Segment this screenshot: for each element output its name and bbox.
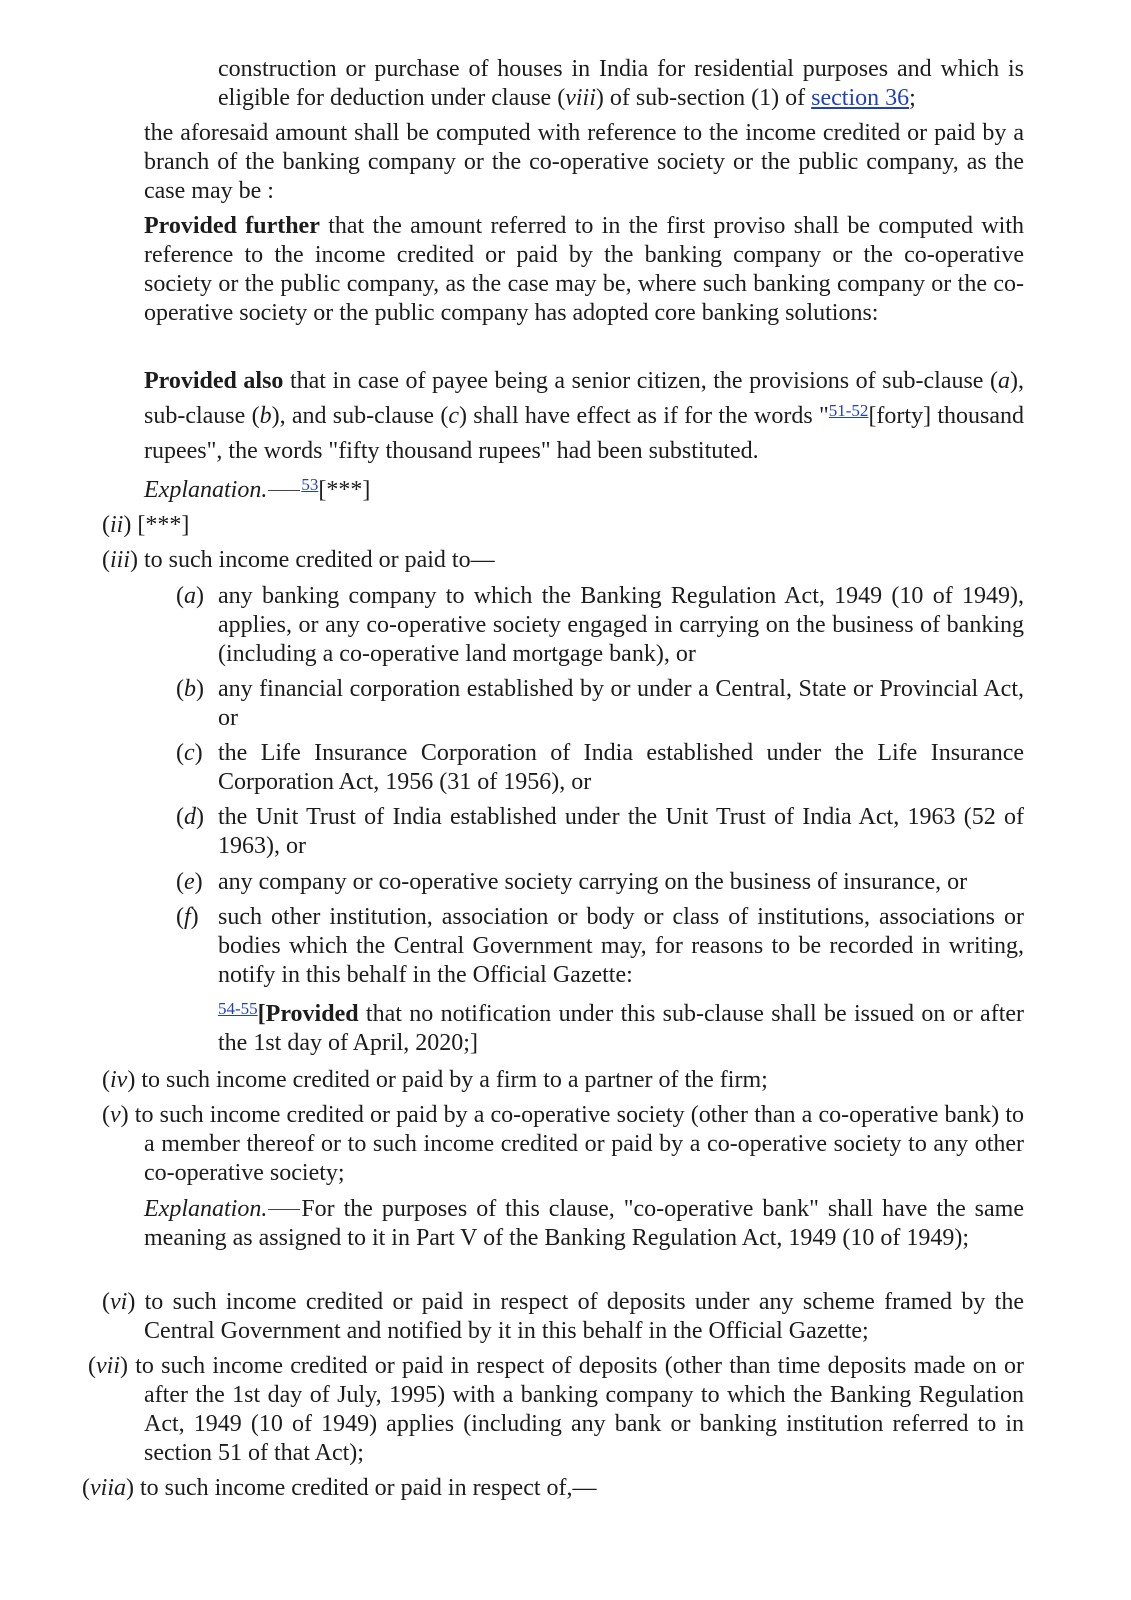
subclause-e: (e) any company or co-operative society carrying on the business of insurance, or: [176, 869, 968, 895]
subclause-d: (d) the Unit Trust of India established under the Unit Trust of India Act, 1963 (52 of 1963), or: [176, 804, 1024, 859]
clause-vi: (vi) to such income credited or paid in respect of deposits under any scheme framed by the Central Government and notified by it in this behalf in the Official Gazette;: [102, 1289, 1024, 1344]
subclause-b: (b) any financial corporation established by or under a Central, State or Provincial Act, or: [176, 676, 1024, 731]
proviso-also: Provided also that in case of payee being a senior citizen, the provisions of sub-clause (a), sub-clause (b), and sub-clause (c) shall have effect as if for the words "$^{51-52}$[forty] thousand rupees", the words "fifty thousand rupees" had been substituted.: [144, 368, 1025, 464]
subclause-label: (e): [176, 869, 203, 895]
footnote-51-52-link[interactable]: 51-52: [828, 401, 869, 420]
clause-ii: (ii) [***]: [102, 512, 190, 538]
clause-v-explanation: Explanation. For the purposes of this clause, "co-operative bank" shall have the same meaning as assigned to it in Part V of the Banking Regulation Act, 1949 (10 of 1949);: [144, 1196, 1024, 1251]
subclause-label: (a): [176, 583, 204, 609]
em-dash: [268, 490, 300, 491]
clause-viia: (viia) to such income credited or paid in respect of,—: [82, 1475, 597, 1501]
clause-iii: (iii) to such income credited or paid to—: [102, 547, 495, 573]
subclause-label: (d): [176, 804, 204, 830]
clause-vii: (vii) to such income credited or paid in respect of deposits (other than time deposits made on or after the 1st day of July, 1995) with a banking company to which the Banking Regulation Act, 1949 (10 of 1949) applies (including any bank or banking institution referred to in section 51 of that Act);: [88, 1353, 1024, 1466]
section-36-link[interactable]: section 36: [811, 85, 910, 111]
subclause-a: (a) any banking company to which the Banking Regulation Act, 1949 (10 of 1949), applies, or any co-operative society engaged in carrying on the business of banking (including a co-operative land mortgage bank), or: [176, 583, 1024, 667]
clause-iv: (iv) to such income credited or paid by a firm to a partner of the firm;: [102, 1067, 768, 1093]
subclause-label: (b): [176, 676, 204, 702]
proviso-notification: $^{54-55}$[Provided that no notification under this sub-clause shall be issued on or after the 1st day of April, 2020;]: [218, 999, 1024, 1056]
subclause-c: (c) the Life Insurance Corporation of India established under the Life Insurance Corporation Act, 1956 (31 of 1956), or: [176, 740, 1024, 795]
aforesaid-paragraph: the aforesaid amount shall be computed with reference to the income credited or paid by a branch of the banking company or the co-operative society or the public company, as the case may be :: [144, 120, 1024, 204]
footnote-54-55-link[interactable]: 54-55: [218, 999, 258, 1018]
footnote-53-link[interactable]: 53: [301, 475, 319, 494]
em-dash: [268, 1209, 300, 1210]
subclause-f: (f) such other institution, association or body or class of institutions, associations or bodies which the Central Government may, for reasons to be recorded in writing, notify in this behalf in the Official Gazette:: [176, 904, 1024, 988]
clause-v: (v) to such income credited or paid by a co-operative society (other than a co-operative bank) to a member thereof or to such income credited or paid by a co-operative society to any other co-operative society;: [102, 1102, 1024, 1186]
explanation-omitted: Explanation. $^{53}$[***]: [144, 475, 371, 503]
continuation-text: construction or purchase of houses in India for residential purposes and which is eligible for deduction under clause (viii) of sub-section (1) of section 36;: [218, 56, 1024, 111]
subclause-label: (c): [176, 740, 203, 766]
subclause-label: (f): [176, 904, 199, 930]
proviso-further: Provided further that the amount referred to in the first proviso shall be computed with reference to the income credited or paid by the banking company or the co-operative society or the public company, as the case may be, where such banking company or the co-operative society or the public company has adopted core banking solutions:: [144, 213, 1025, 326]
